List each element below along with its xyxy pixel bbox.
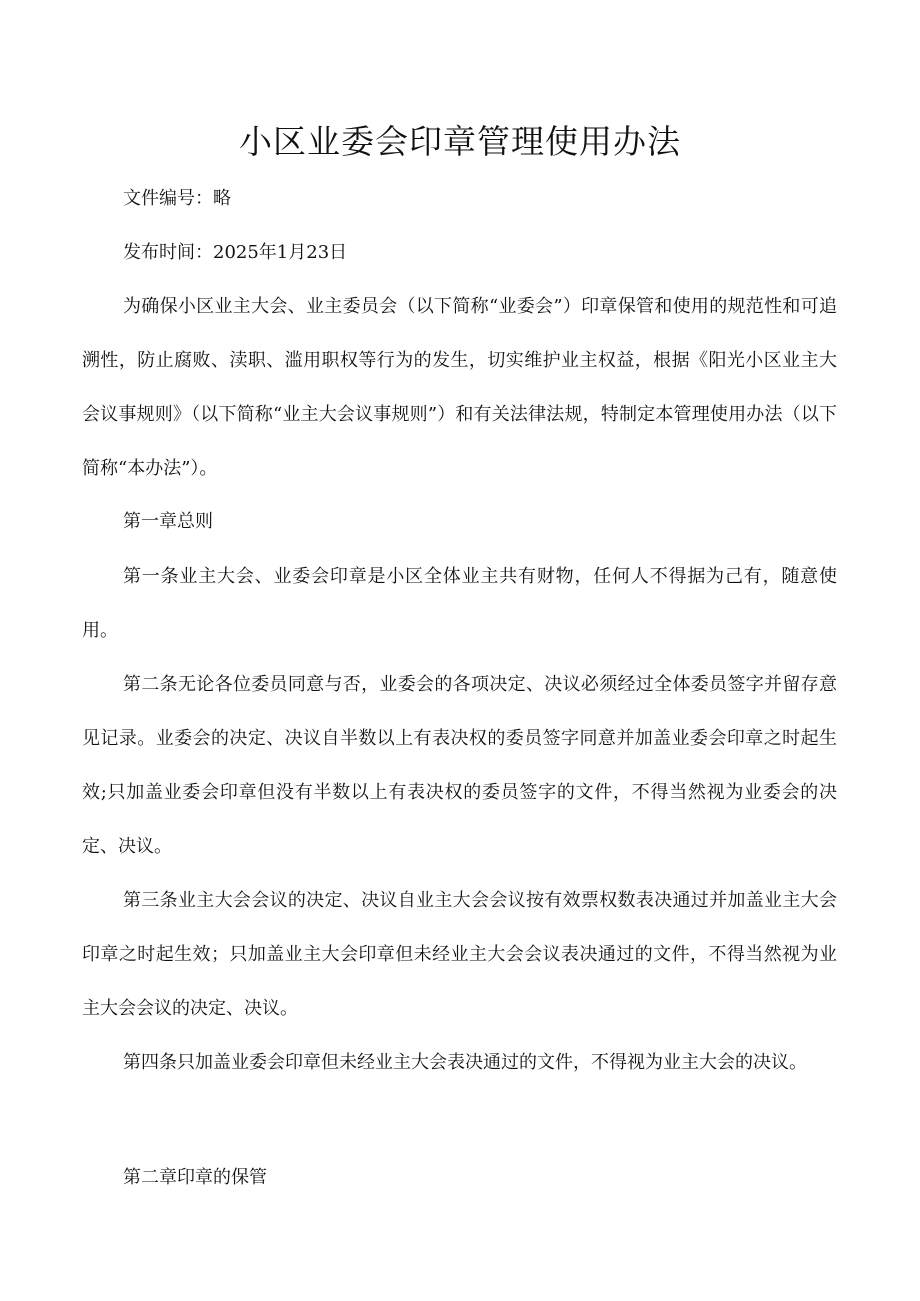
article-2: 第二条无论各位委员同意与否，业委会的各项决定、决议必须经过全体委员签字并留存意见记录。业委会的决定、决议自半数以上有表决权的委员签字同意并加盖业委会印章之时起生效;只加盖业委会印章但没有半数以上有表决权的委员签字的文件，不得当然视为业委会的决定、决议。 — [82, 674, 837, 857]
chapter-heading-1: 第一章总则 — [123, 511, 213, 532]
chapter-heading-2: 第二章印章的保管 — [123, 1167, 267, 1188]
preamble-paragraph: 为确保小区业主大会、业主委员会（以下简称“业委会”）印章保管和使用的规范性和可追溯性，防止腐败、渎职、滥用职权等行为的发生，切实维护业主权益，根据《阳光小区业主大会议事规则》（以下简称“业主大会议事规则”）和有关法律法规，特制定本管理使用办法（以下简称“本办法”）。 — [82, 296, 837, 479]
article-1: 第一条业主大会、业委会印章是小区全体业主共有财物，任何人不得据为己有，随意使用。 — [82, 566, 837, 641]
document-number: 文件编号：略 — [123, 188, 231, 209]
article-3: 第三条业主大会会议的决定、决议自业主大会会议按有效票权数表决通过并加盖业主大会印章之时起生效；只加盖业主大会印章但未经业主大会会议表决通过的文件，不得当然视为业主大会会议的决定、决议。 — [82, 890, 837, 1019]
article-4: 第四条只加盖业委会印章但未经业主大会表决通过的文件，不得视为业主大会的决议。 — [123, 1052, 807, 1073]
document-title: 小区业委会印章管理使用办法 — [239, 122, 681, 161]
publish-date: 发布时间：2025年1月23日 — [123, 242, 348, 263]
